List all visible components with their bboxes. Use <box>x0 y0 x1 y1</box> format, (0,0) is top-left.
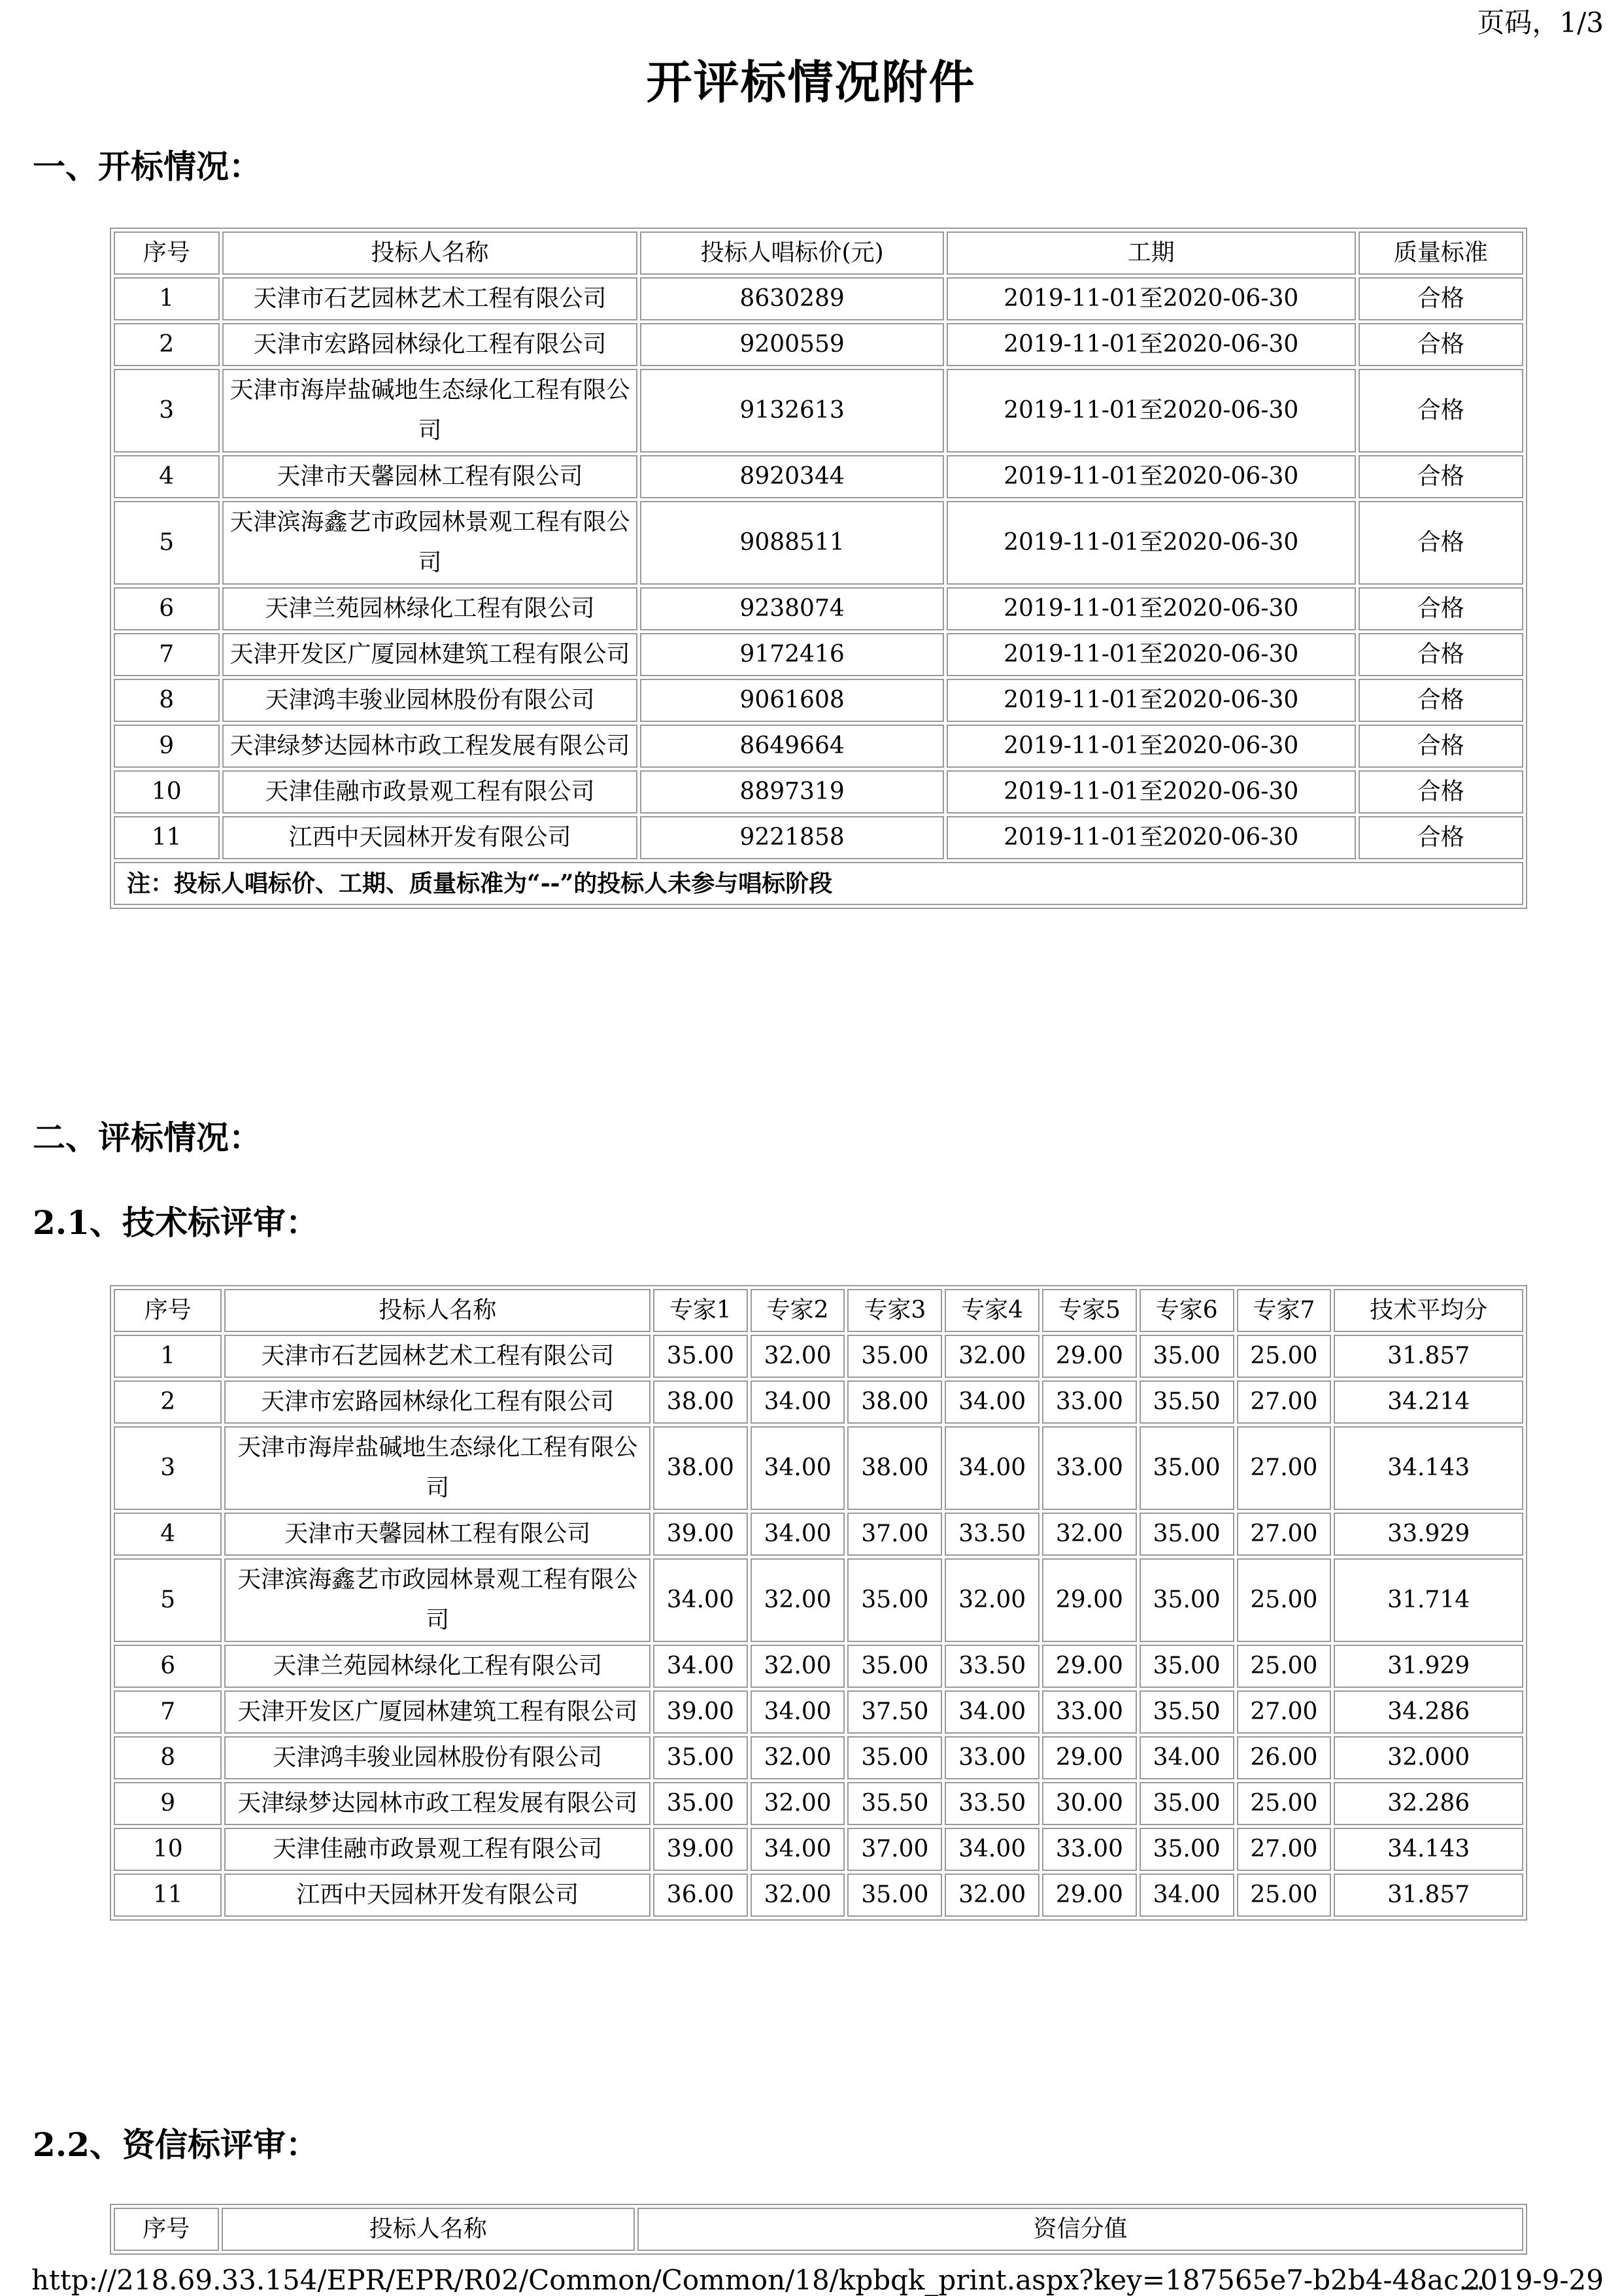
bidder-name: 天津市天馨园林工程有限公司 <box>224 1513 650 1556</box>
expert-score: 32.00 <box>945 1558 1039 1642</box>
bidder-name: 天津市宏路园林绿化工程有限公司 <box>222 323 638 366</box>
bidder-name: 天津市石艺园林艺术工程有限公司 <box>224 1335 650 1378</box>
table-row <box>114 323 1523 366</box>
column-header: 专家4 <box>945 1289 1039 1332</box>
expert-score: 38.00 <box>847 1380 942 1424</box>
expert-score: 29.00 <box>1042 1335 1137 1378</box>
table-row <box>114 1690 1523 1734</box>
expert-score: 33.00 <box>1042 1426 1137 1510</box>
row-number: 6 <box>114 587 220 630</box>
bidder-name: 天津兰苑园林绿化工程有限公司 <box>224 1645 650 1688</box>
table-row <box>114 369 1523 453</box>
technical-average: 34.214 <box>1334 1380 1523 1424</box>
bidder-name: 天津绿梦达园林市政工程发展有限公司 <box>222 725 638 768</box>
row-number: 6 <box>114 1645 222 1688</box>
row-number: 1 <box>114 277 220 320</box>
expert-score: 39.00 <box>653 1513 748 1556</box>
column-header: 质量标准 <box>1359 231 1523 275</box>
table-row <box>114 770 1523 814</box>
row-number: 7 <box>114 1690 222 1734</box>
expert-score: 35.00 <box>847 1736 942 1779</box>
table-row <box>114 587 1523 630</box>
table-row <box>114 1380 1523 1424</box>
expert-score: 35.50 <box>1140 1690 1234 1734</box>
expert-score: 33.00 <box>1042 1828 1137 1871</box>
expert-score: 35.00 <box>1140 1782 1234 1825</box>
table-row <box>114 679 1523 722</box>
expert-score: 38.00 <box>653 1380 748 1424</box>
technical-average: 32.000 <box>1334 1736 1523 1779</box>
expert-score: 34.00 <box>945 1380 1039 1424</box>
quality-standard: 合格 <box>1359 770 1523 814</box>
expert-score: 27.00 <box>1237 1380 1332 1424</box>
construction-period: 2019-11-01至2020-06-30 <box>947 770 1356 814</box>
technical-average: 34.286 <box>1334 1690 1523 1734</box>
expert-score: 39.00 <box>653 1690 748 1734</box>
section-bid-opening-heading: 一、开标情况： <box>33 147 262 186</box>
expert-score: 35.00 <box>1140 1426 1234 1510</box>
table-row <box>114 277 1523 320</box>
bidder-name: 天津市石艺园林艺术工程有限公司 <box>222 277 638 320</box>
bidder-name: 天津鸿丰骏业园林股份有限公司 <box>224 1736 650 1779</box>
row-number: 10 <box>114 770 220 814</box>
expert-score: 33.00 <box>945 1736 1039 1779</box>
expert-score: 37.00 <box>847 1828 942 1871</box>
construction-period: 2019-11-01至2020-06-30 <box>947 369 1356 453</box>
column-header: 资信分值 <box>637 2208 1523 2251</box>
expert-score: 32.00 <box>945 1335 1039 1378</box>
bidder-name: 天津市海岸盐碱地生态绿化工程有限公司 <box>224 1426 650 1510</box>
technical-average: 32.286 <box>1334 1782 1523 1825</box>
expert-score: 33.00 <box>1042 1690 1137 1734</box>
table-row <box>114 501 1523 585</box>
expert-score: 35.00 <box>1140 1335 1234 1378</box>
bid-price: 8897319 <box>640 770 943 814</box>
table-row <box>114 455 1523 498</box>
technical-average: 31.714 <box>1334 1558 1523 1642</box>
column-header: 序号 <box>114 1289 222 1332</box>
section-credit-review-heading: 2.2、资信标评审： <box>33 2125 318 2164</box>
table-row <box>114 816 1523 859</box>
expert-score: 33.50 <box>945 1513 1039 1556</box>
bidder-name: 天津佳融市政景观工程有限公司 <box>222 770 638 814</box>
table-row <box>114 725 1523 768</box>
quality-standard: 合格 <box>1359 679 1523 722</box>
expert-score: 32.00 <box>751 1558 845 1642</box>
expert-score: 25.00 <box>1237 1558 1332 1642</box>
expert-score: 33.50 <box>945 1645 1039 1688</box>
quality-standard: 合格 <box>1359 725 1523 768</box>
expert-score: 30.00 <box>1042 1782 1137 1825</box>
column-header: 投标人名称 <box>222 2208 635 2251</box>
construction-period: 2019-11-01至2020-06-30 <box>947 725 1356 768</box>
expert-score: 27.00 <box>1237 1513 1332 1556</box>
row-number: 3 <box>114 369 220 453</box>
bidder-name: 天津绿梦达园林市政工程发展有限公司 <box>224 1782 650 1825</box>
column-header: 工期 <box>947 231 1356 275</box>
opening-note: 注：投标人唱标价、工期、质量标准为“--”的投标人未参与唱标阶段 <box>114 862 1523 905</box>
expert-score: 35.00 <box>1140 1513 1234 1556</box>
column-header: 专家6 <box>1140 1289 1234 1332</box>
expert-score: 32.00 <box>751 1874 845 1917</box>
expert-score: 34.00 <box>1140 1736 1234 1779</box>
construction-period: 2019-11-01至2020-06-30 <box>947 501 1356 585</box>
expert-score: 35.00 <box>847 1558 942 1642</box>
expert-score: 25.00 <box>1237 1645 1332 1688</box>
bidder-name: 天津市海岸盐碱地生态绿化工程有限公司 <box>222 369 638 453</box>
expert-score: 37.50 <box>847 1690 942 1734</box>
expert-score: 34.00 <box>751 1690 845 1734</box>
expert-score: 35.00 <box>653 1335 748 1378</box>
expert-score: 29.00 <box>1042 1645 1137 1688</box>
construction-period: 2019-11-01至2020-06-30 <box>947 679 1356 722</box>
expert-score: 33.00 <box>1042 1380 1137 1424</box>
bid-price: 9172416 <box>640 633 943 676</box>
expert-score: 34.00 <box>1140 1874 1234 1917</box>
expert-score: 26.00 <box>1237 1736 1332 1779</box>
expert-score: 35.00 <box>847 1874 942 1917</box>
expert-score: 34.00 <box>751 1828 845 1871</box>
table-row <box>114 1874 1523 1917</box>
quality-standard: 合格 <box>1359 455 1523 498</box>
quality-standard: 合格 <box>1359 501 1523 585</box>
technical-review-table <box>110 1285 1527 1921</box>
expert-score: 35.50 <box>1140 1380 1234 1424</box>
bidder-name: 江西中天园林开发有限公司 <box>224 1874 650 1917</box>
expert-score: 32.00 <box>751 1782 845 1825</box>
page-number: 页码，1/3 <box>1477 7 1604 39</box>
expert-score: 36.00 <box>653 1874 748 1917</box>
column-header: 投标人唱标价(元) <box>640 231 943 275</box>
table-row <box>114 1828 1523 1871</box>
bidder-name: 天津市天馨园林工程有限公司 <box>222 455 638 498</box>
bidder-name: 天津市宏路园林绿化工程有限公司 <box>224 1380 650 1424</box>
footer-url: http://218.69.33.154/EPR/EPR/R02/Common/Common/18/kpbqk_print.aspx?key=187565e7-b2b4-48ac... <box>31 2264 1485 2296</box>
bid-price: 9238074 <box>640 587 943 630</box>
construction-period: 2019-11-01至2020-06-30 <box>947 323 1356 366</box>
row-number: 2 <box>114 323 220 366</box>
expert-score: 39.00 <box>653 1828 748 1871</box>
bid-price: 8649664 <box>640 725 943 768</box>
expert-score: 35.00 <box>1140 1645 1234 1688</box>
table-row <box>114 1513 1523 1556</box>
row-number: 9 <box>114 1782 222 1825</box>
row-number: 4 <box>114 455 220 498</box>
expert-score: 35.00 <box>847 1645 942 1688</box>
expert-score: 34.00 <box>945 1690 1039 1734</box>
document-title: 开评标情况附件 <box>646 55 976 109</box>
expert-score: 34.00 <box>653 1558 748 1642</box>
construction-period: 2019-11-01至2020-06-30 <box>947 587 1356 630</box>
row-number: 2 <box>114 1380 222 1424</box>
bidder-name: 天津开发区广厦园林建筑工程有限公司 <box>224 1690 650 1734</box>
technical-average: 34.143 <box>1334 1828 1523 1871</box>
column-header: 投标人名称 <box>222 231 638 275</box>
column-header: 专家5 <box>1042 1289 1137 1332</box>
quality-standard: 合格 <box>1359 323 1523 366</box>
expert-score: 32.00 <box>751 1736 845 1779</box>
column-header: 专家7 <box>1237 1289 1332 1332</box>
technical-average: 31.929 <box>1334 1645 1523 1688</box>
row-number: 9 <box>114 725 220 768</box>
row-number: 7 <box>114 633 220 676</box>
expert-score: 29.00 <box>1042 1736 1137 1779</box>
expert-score: 37.00 <box>847 1513 942 1556</box>
construction-period: 2019-11-01至2020-06-30 <box>947 455 1356 498</box>
bidder-name: 天津滨海鑫艺市政园林景观工程有限公司 <box>222 501 638 585</box>
row-number: 4 <box>114 1513 222 1556</box>
bid-price: 9221858 <box>640 816 943 859</box>
row-number: 8 <box>114 1736 222 1779</box>
expert-score: 34.00 <box>751 1380 845 1424</box>
row-number: 11 <box>114 1874 222 1917</box>
bidder-name: 江西中天园林开发有限公司 <box>222 816 638 859</box>
table-row <box>114 1645 1523 1688</box>
expert-score: 34.00 <box>653 1645 748 1688</box>
expert-score: 32.00 <box>945 1874 1039 1917</box>
bidder-name: 天津鸿丰骏业园林股份有限公司 <box>222 679 638 722</box>
bid-price: 9061608 <box>640 679 943 722</box>
column-header: 专家3 <box>847 1289 942 1332</box>
row-number: 3 <box>114 1426 222 1510</box>
column-header: 投标人名称 <box>224 1289 650 1332</box>
construction-period: 2019-11-01至2020-06-30 <box>947 633 1356 676</box>
bid-price: 8920344 <box>640 455 943 498</box>
bidder-name: 天津佳融市政景观工程有限公司 <box>224 1828 650 1871</box>
column-header: 专家1 <box>653 1289 748 1332</box>
column-header: 序号 <box>114 231 220 275</box>
expert-score: 29.00 <box>1042 1558 1137 1642</box>
row-number: 8 <box>114 679 220 722</box>
table-row <box>114 1426 1523 1510</box>
table-row <box>114 633 1523 676</box>
expert-score: 34.00 <box>751 1513 845 1556</box>
quality-standard: 合格 <box>1359 369 1523 453</box>
bidder-name: 天津兰苑园林绿化工程有限公司 <box>222 587 638 630</box>
table-row <box>114 1736 1523 1779</box>
expert-score: 35.00 <box>847 1335 942 1378</box>
expert-score: 29.00 <box>1042 1874 1137 1917</box>
quality-standard: 合格 <box>1359 633 1523 676</box>
bid-price: 9088511 <box>640 501 943 585</box>
construction-period: 2019-11-01至2020-06-30 <box>947 277 1356 320</box>
expert-score: 27.00 <box>1237 1690 1332 1734</box>
quality-standard: 合格 <box>1359 277 1523 320</box>
expert-score: 35.50 <box>847 1782 942 1825</box>
expert-score: 32.00 <box>1042 1513 1137 1556</box>
expert-score: 27.00 <box>1237 1426 1332 1510</box>
table-row <box>114 1335 1523 1378</box>
bidder-name: 天津滨海鑫艺市政园林景观工程有限公司 <box>224 1558 650 1642</box>
section-evaluation-heading: 二、评标情况： <box>33 1118 262 1157</box>
expert-score: 34.00 <box>945 1426 1039 1510</box>
bid-opening-table <box>110 228 1527 909</box>
bid-price: 8630289 <box>640 277 943 320</box>
expert-score: 25.00 <box>1237 1335 1332 1378</box>
expert-score: 27.00 <box>1237 1828 1332 1871</box>
column-header: 序号 <box>114 2208 219 2251</box>
table-header-row <box>114 231 1523 275</box>
expert-score: 32.00 <box>751 1645 845 1688</box>
column-header: 技术平均分 <box>1334 1289 1523 1332</box>
row-number: 10 <box>114 1828 222 1871</box>
bid-price: 9132613 <box>640 369 943 453</box>
quality-standard: 合格 <box>1359 587 1523 630</box>
row-number: 5 <box>114 1558 222 1642</box>
technical-average: 34.143 <box>1334 1426 1523 1510</box>
bidder-name: 天津开发区广厦园林建筑工程有限公司 <box>222 633 638 676</box>
expert-score: 25.00 <box>1237 1874 1332 1917</box>
row-number: 5 <box>114 501 220 585</box>
technical-average: 33.929 <box>1334 1513 1523 1556</box>
row-number: 11 <box>114 816 220 859</box>
expert-score: 33.50 <box>945 1782 1039 1825</box>
bid-price: 9200559 <box>640 323 943 366</box>
quality-standard: 合格 <box>1359 816 1523 859</box>
expert-score: 35.00 <box>1140 1828 1234 1871</box>
expert-score: 34.00 <box>751 1426 845 1510</box>
table-row <box>114 1558 1523 1642</box>
technical-average: 31.857 <box>1334 1874 1523 1917</box>
footer-date: 2019-9-29 <box>1462 2264 1604 2296</box>
section-technical-review-heading: 2.1、技术标评审： <box>33 1203 318 1242</box>
expert-score: 34.00 <box>945 1828 1039 1871</box>
construction-period: 2019-11-01至2020-06-30 <box>947 816 1356 859</box>
credit-review-table <box>110 2204 1527 2255</box>
note-row <box>114 862 1523 905</box>
expert-score: 32.00 <box>751 1335 845 1378</box>
expert-score: 35.00 <box>653 1736 748 1779</box>
expert-score: 38.00 <box>653 1426 748 1510</box>
expert-score: 38.00 <box>847 1426 942 1510</box>
technical-average: 31.857 <box>1334 1335 1523 1378</box>
table-row <box>114 1782 1523 1825</box>
expert-score: 35.00 <box>653 1782 748 1825</box>
row-number: 1 <box>114 1335 222 1378</box>
column-header: 专家2 <box>751 1289 845 1332</box>
table-header-row <box>114 1289 1523 1332</box>
expert-score: 35.00 <box>1140 1558 1234 1642</box>
expert-score: 25.00 <box>1237 1782 1332 1825</box>
table-header-row <box>114 2208 1523 2251</box>
